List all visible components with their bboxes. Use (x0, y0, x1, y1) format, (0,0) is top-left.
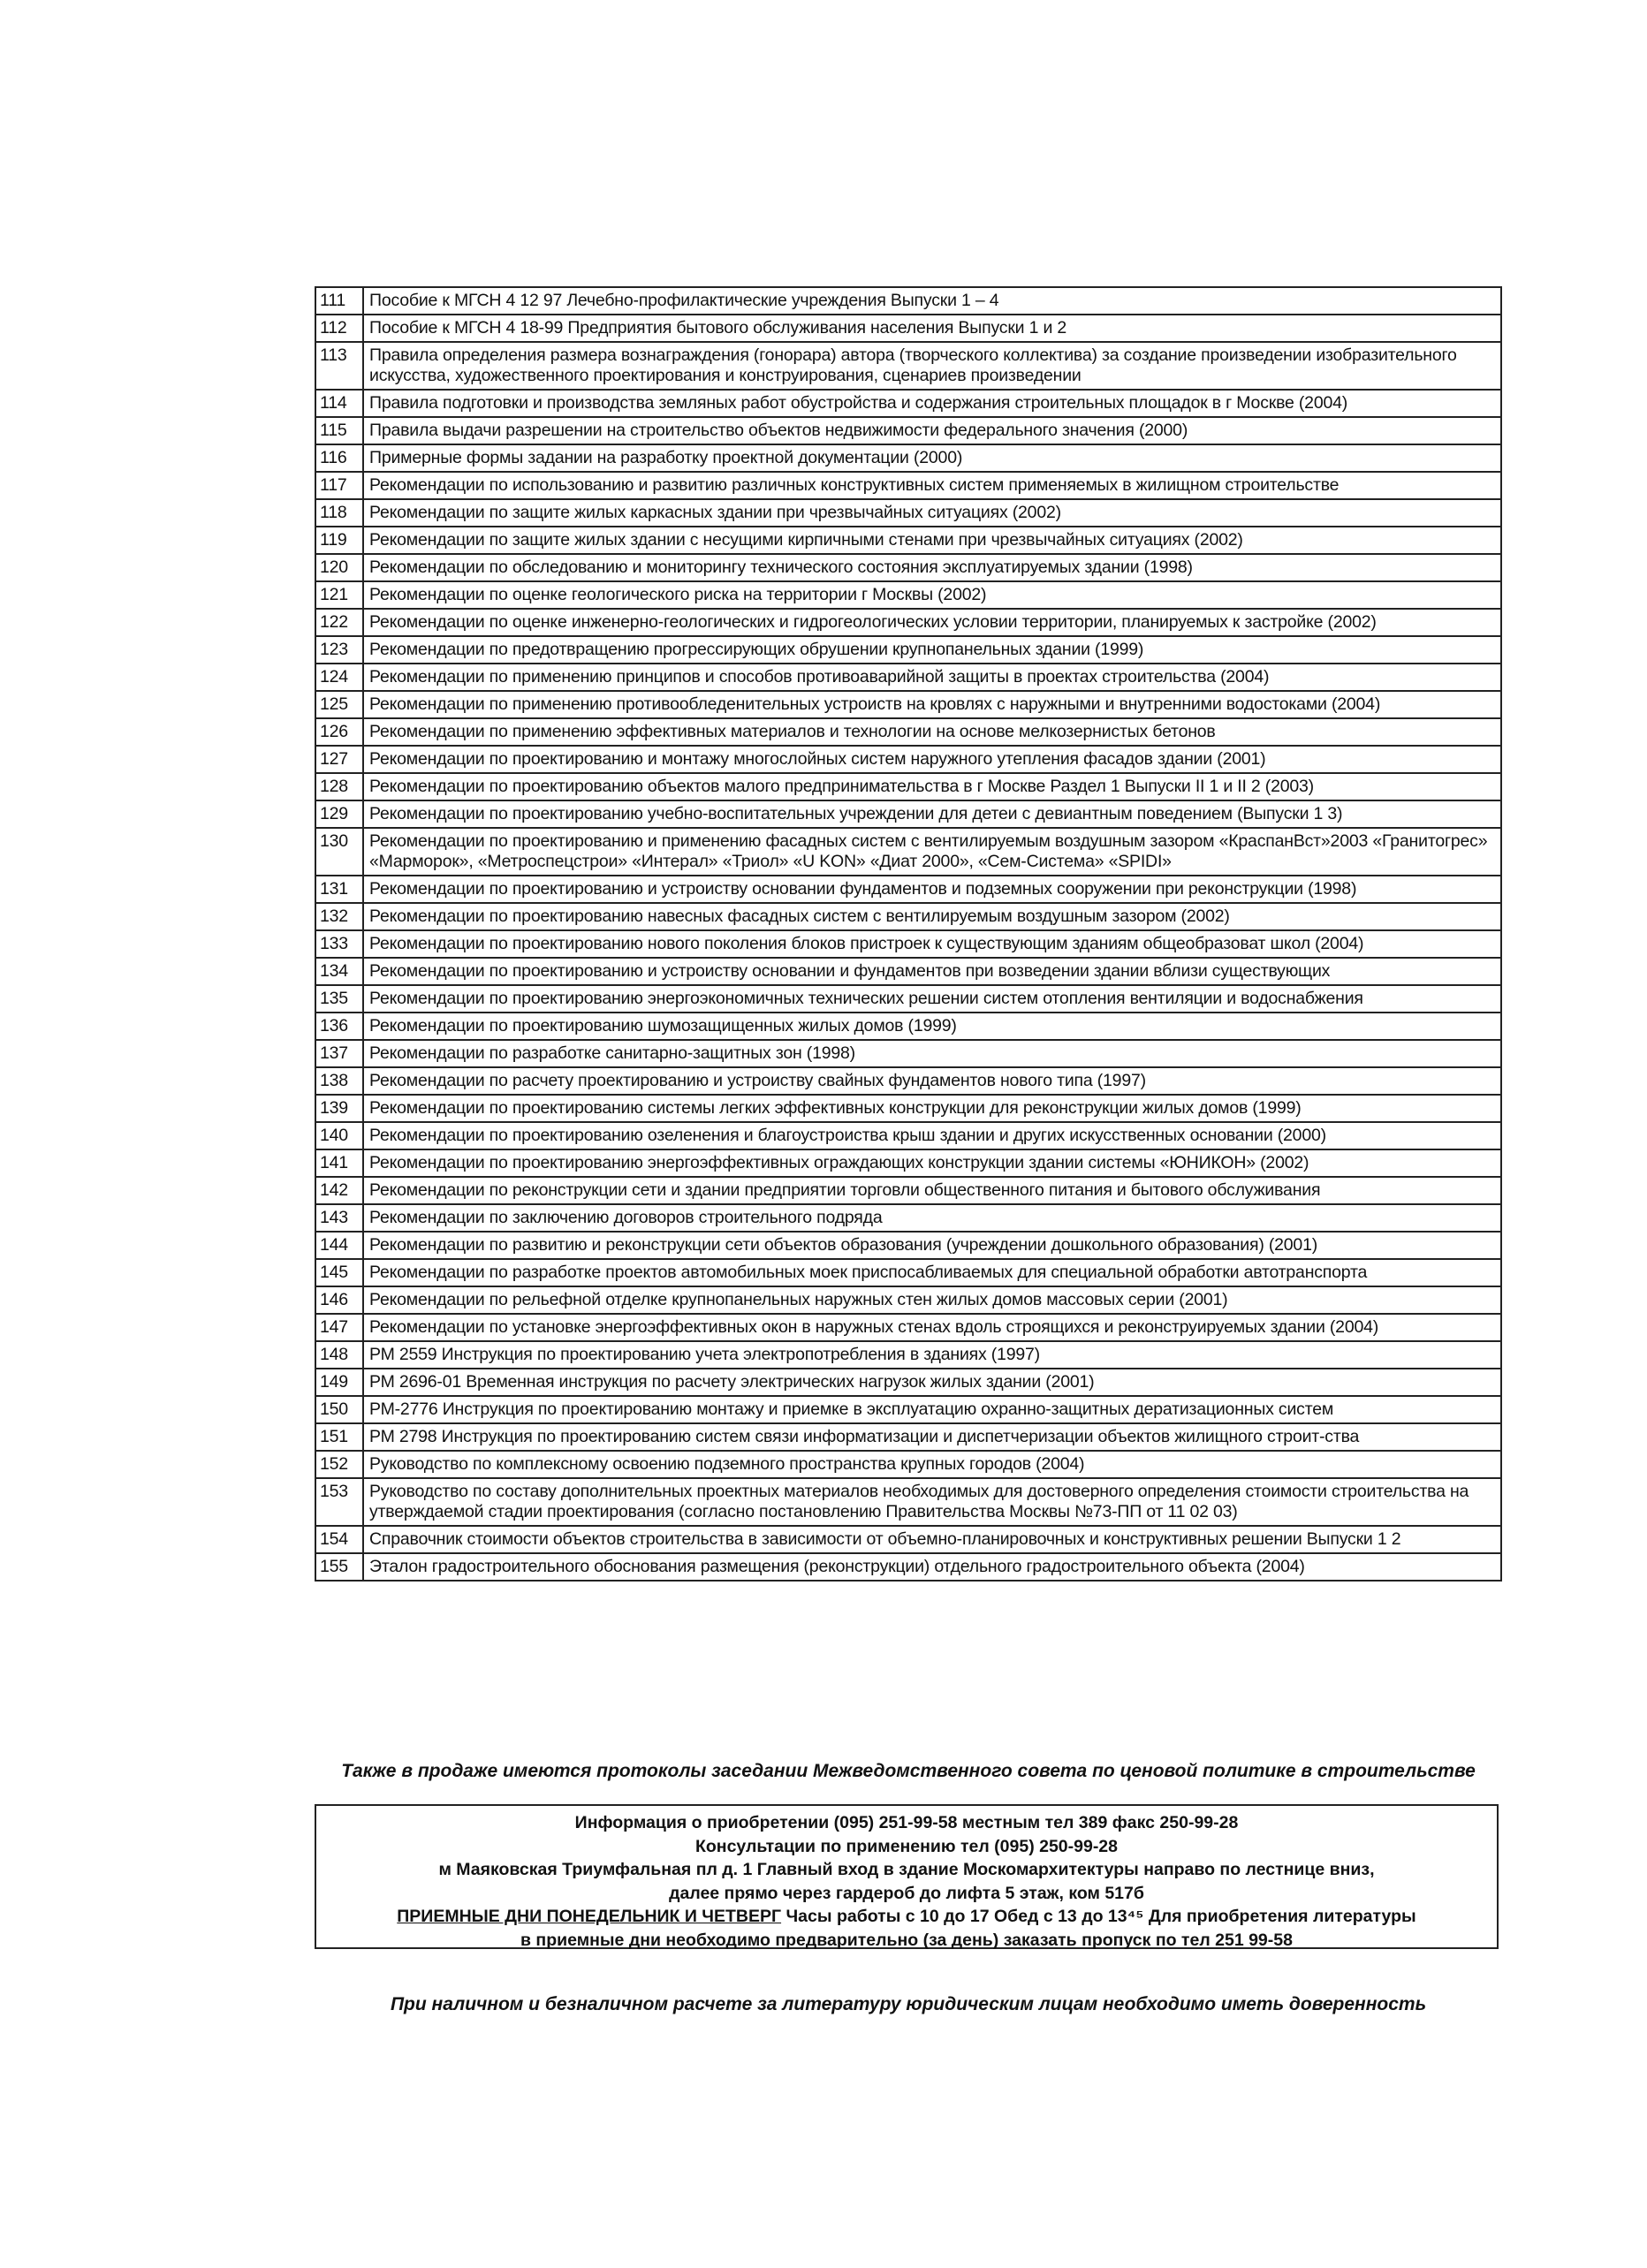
table-row (315, 1396, 1501, 1423)
item-number: 125 (315, 691, 363, 718)
item-title: РМ 2559 Инструкция по проектированию учета электропотребления в зданиях (1997) (363, 1341, 1501, 1369)
info-pass-line: в приемные дни необходимо предварительно (за день) заказать пропуск по тел 251 99-58 (520, 1930, 1293, 1950)
table-row (315, 1013, 1501, 1040)
item-number: 114 (315, 390, 363, 417)
table-row (315, 417, 1501, 444)
item-title: Рекомендации по проектированию и устроиству основании фундаментов и подземных сооружении при реконструкции (1998) (363, 876, 1501, 903)
table-row (315, 342, 1501, 390)
info-hours-line (316, 1905, 1497, 1929)
item-number: 136 (315, 1013, 363, 1040)
table-row (315, 958, 1501, 985)
item-number: 117 (315, 472, 363, 499)
protocols-note: Также в продаже имеются протоколы заседании Межведомственного совета по ценовой политике в строительстве (341, 1761, 1476, 1781)
item-title: Пособие к МГСН 4 12 97 Лечебно-профилактические учреждения Выпуски 1 – 4 (363, 287, 1501, 315)
item-title: Рекомендации по проектированию объектов малого предпринимательства в г Москве Раздел 1 Выпуски II 1 и II 2 (2003) (363, 773, 1501, 800)
table-row (315, 746, 1501, 773)
item-title: Рекомендации по разработке проектов автомобильных моек приспосабливаемых для специальной обработки автотранспорта (363, 1259, 1501, 1286)
item-number: 123 (315, 636, 363, 664)
table-row (315, 1286, 1501, 1314)
item-title: Рекомендации по защите жилых здании с несущими кирпичными стенами при чрезвычайных ситуациях (2002) (363, 527, 1501, 554)
item-title: Эталон градостроительного обоснования размещения (реконструкции) отдельного градостроительного объекта (2004) (363, 1553, 1501, 1581)
item-title: РМ-2776 Инструкция по проектированию монтажу и приемке в эксплуатацию охранно-защитных дератизационных систем (363, 1396, 1501, 1423)
item-title: Рекомендации по проектированию системы легких эффективных конструкции для реконструкции жилых домов (1999) (363, 1095, 1501, 1122)
table-row (315, 1204, 1501, 1232)
purchase-info-box (315, 1804, 1499, 1949)
item-number: 126 (315, 718, 363, 746)
item-title: Рекомендации по расчету проектированию и устроиству свайных фундаментов нового типа (1997) (363, 1067, 1501, 1095)
item-title: Рекомендации по проектированию энергоэффективных ограждающих конструкции здании системы «ЮНИКОН» (2002) (363, 1149, 1501, 1177)
info-address-line: м Маяковская Триумфальная пл д. 1 Главный вход в здание Москомархитектуры направо по лестнице вниз, (438, 1860, 1375, 1879)
item-title: Рекомендации по применению принципов и способов противоаварийной защиты в проектах строительства (2004) (363, 664, 1501, 691)
item-title: Рекомендации по проектированию энергоэкономичных технических решении систем отопления вентиляции и водоснабжения (363, 985, 1501, 1013)
item-title: Справочник стоимости объектов строительства в зависимости от объемно-планировочных и конструктивных решении Выпуски 1 2 (363, 1526, 1501, 1553)
item-title: Рекомендации по применению противообледенительных устроиств на кровлях с наружными и внутренними водостоками (2004) (363, 691, 1501, 718)
item-number: 113 (315, 342, 363, 390)
item-title: Рекомендации по предотвращению прогрессирующих обрушении крупнопанельных здании (1999) (363, 636, 1501, 664)
reception-days: ПРИЕМНЫЕ ДНИ ПОНЕДЕЛЬНИК И ЧЕТВЕРГ (397, 1907, 782, 1926)
item-title: Правила определения размера вознаграждения (гонорара) автора (творческого коллектива) за создание произведении изобразительного искусства, художественного проектирования и конструирования, сценариев произведении (363, 342, 1501, 390)
item-title: Рекомендации по рельефной отделке крупнопанельных наружных стен жилых домов массовых серии (2001) (363, 1286, 1501, 1314)
table-row (315, 609, 1501, 636)
table-row (315, 444, 1501, 472)
info-directions-line: далее прямо через гардероб до лифта 5 этаж, ком 517б (669, 1883, 1144, 1903)
item-number: 124 (315, 664, 363, 691)
item-number: 131 (315, 876, 363, 903)
item-title: Рекомендации по проектированию шумозащищенных жилых домов (1999) (363, 1013, 1501, 1040)
item-title: РМ 2798 Инструкция по проектированию систем связи информатизации и диспетчеризации объектов жилищного строит-ства (363, 1423, 1501, 1451)
item-number: 135 (315, 985, 363, 1013)
table-row (315, 1149, 1501, 1177)
table-row (315, 1259, 1501, 1286)
item-number: 141 (315, 1149, 363, 1177)
table-row (315, 581, 1501, 609)
item-number: 145 (315, 1259, 363, 1286)
item-title: Рекомендации по проектированию и устроиству основании и фундаментов при возведении здании вблизи существующих (363, 958, 1501, 985)
table-row (315, 636, 1501, 664)
item-number: 144 (315, 1232, 363, 1259)
item-number: 154 (315, 1526, 363, 1553)
item-number: 132 (315, 903, 363, 930)
item-number: 134 (315, 958, 363, 985)
table-row (315, 718, 1501, 746)
table-row (315, 1553, 1501, 1581)
item-title: Рекомендации по защите жилых каркасных здании при чрезвычайных ситуациях (2002) (363, 499, 1501, 527)
table-row (315, 930, 1501, 958)
info-phone-line: Информация о приобретении (095) 251-99-58 местным тел 389 факс 250-99-28 (574, 1813, 1239, 1832)
item-title: Рекомендации по разработке санитарно-защитных зон (1998) (363, 1040, 1501, 1067)
table-row (315, 1122, 1501, 1149)
table-row (315, 1451, 1501, 1478)
item-number: 111 (315, 287, 363, 315)
item-title: Рекомендации по проектированию и применению фасадных систем с вентилируемым воздушным зазором «КраспанВст»2003 «Гранитогрес» «Марморок», «Метроспецстрои» «Интерал» «Триол» «U KON» «Диат 2000», «Сем-Система» «SPIDI» (363, 828, 1501, 876)
table-row (315, 800, 1501, 828)
table-row (315, 1067, 1501, 1095)
publications-table (315, 286, 1502, 1582)
item-number: 116 (315, 444, 363, 472)
item-number: 155 (315, 1553, 363, 1581)
table-row (315, 1177, 1501, 1204)
table-row (315, 527, 1501, 554)
table-row (315, 664, 1501, 691)
item-number: 147 (315, 1314, 363, 1341)
table-row (315, 1095, 1501, 1122)
item-title: Пособие к МГСН 4 18-99 Предприятия бытового обслуживания населения Выпуски 1 и 2 (363, 315, 1501, 342)
item-title: Рекомендации по применению эффективных материалов и технологии на основе мелкозернистых бетонов (363, 718, 1501, 746)
payment-footer-note: При наличном и безналичном расчете за литературу юридическим лицам необходимо иметь доверенность (390, 1994, 1427, 2014)
item-number: 112 (315, 315, 363, 342)
item-number: 118 (315, 499, 363, 527)
table-row (315, 554, 1501, 581)
table-row (315, 903, 1501, 930)
hours-text: Часы работы с 10 до 17 Обед с 13 до 13⁴⁵ Для приобретения литературы (781, 1907, 1416, 1926)
item-title: Рекомендации по проектированию навесных фасадных систем с вентилируемым воздушным зазором (2002) (363, 903, 1501, 930)
item-title: Рекомендации по заключению договоров строительного подряда (363, 1204, 1501, 1232)
table-row (315, 1526, 1501, 1553)
item-number: 151 (315, 1423, 363, 1451)
item-number: 143 (315, 1204, 363, 1232)
item-number: 153 (315, 1478, 363, 1526)
item-title: Рекомендации по проектированию и монтажу многослойных систем наружного утепления фасадов здании (2001) (363, 746, 1501, 773)
item-number: 128 (315, 773, 363, 800)
item-number: 115 (315, 417, 363, 444)
table-row (315, 691, 1501, 718)
item-number: 140 (315, 1122, 363, 1149)
item-title: Руководство по комплексному освоению подземного пространства крупных городов (2004) (363, 1451, 1501, 1478)
item-number: 138 (315, 1067, 363, 1095)
table-row (315, 390, 1501, 417)
item-title: Рекомендации по проектированию озеленения и благоустроиства крыш здании и других искусственных основании (2000) (363, 1122, 1501, 1149)
item-title: РМ 2696-01 Временная инструкция по расчету электрических нагрузок жилых здании (2001) (363, 1369, 1501, 1396)
item-number: 120 (315, 554, 363, 581)
table-row (315, 499, 1501, 527)
item-title: Рекомендации по реконструкции сети и здании предприятии торговли общественного питания и бытового обслуживания (363, 1177, 1501, 1204)
item-title: Рекомендации по установке энергоэффективных окон в наружных стенах вдоль строящихся и реконструируемых здании (2004) (363, 1314, 1501, 1341)
table-row (315, 985, 1501, 1013)
item-title: Примерные формы задании на разработку проектной документации (2000) (363, 444, 1501, 472)
table-row (315, 1040, 1501, 1067)
table-row (315, 315, 1501, 342)
item-number: 119 (315, 527, 363, 554)
item-title: Рекомендации по использованию и развитию различных конструктивных систем применяемых в жилищном строительстве (363, 472, 1501, 499)
table-row (315, 876, 1501, 903)
table-row (315, 1369, 1501, 1396)
item-number: 146 (315, 1286, 363, 1314)
item-title: Рекомендации по проектированию нового поколения блоков пристроек к существующим зданиям общеобразоват школ (2004) (363, 930, 1501, 958)
item-title: Рекомендации по проектированию учебно-воспитательных учреждении для детеи с девиантным поведением (Выпуски 1 3) (363, 800, 1501, 828)
table-row (315, 1232, 1501, 1259)
item-number: 152 (315, 1451, 363, 1478)
item-number: 148 (315, 1341, 363, 1369)
item-title: Руководство по составу дополнительных проектных материалов необходимых для достоверного определения стоимости строительства на утверждаемой стадии проектирования (согласно постановлению Правительства Москвы №73-ПП от 11 02 03) (363, 1478, 1501, 1526)
table-row (315, 1478, 1501, 1526)
item-number: 137 (315, 1040, 363, 1067)
item-number: 133 (315, 930, 363, 958)
item-number: 139 (315, 1095, 363, 1122)
table-row (315, 1341, 1501, 1369)
table-row (315, 1423, 1501, 1451)
table-row (315, 287, 1501, 315)
info-consult-line: Консультации по применению тел (095) 250-99-28 (694, 1836, 1119, 1856)
item-number: 121 (315, 581, 363, 609)
item-number: 149 (315, 1369, 363, 1396)
table-row (315, 472, 1501, 499)
item-number: 150 (315, 1396, 363, 1423)
item-number: 122 (315, 609, 363, 636)
item-number: 142 (315, 1177, 363, 1204)
item-number: 130 (315, 828, 363, 876)
item-title: Рекомендации по развитию и реконструкции сети объектов образования (учреждении дошкольного образования) (2001) (363, 1232, 1501, 1259)
table-row (315, 828, 1501, 876)
table-row (315, 1314, 1501, 1341)
item-title: Правила выдачи разрешении на строительство объектов недвижимости федерального значения (2000) (363, 417, 1501, 444)
item-title: Рекомендации по обследованию и мониторингу технического состояния эксплуатируемых здании (1998) (363, 554, 1501, 581)
item-title: Рекомендации по оценке геологического риска на территории г Москвы (2002) (363, 581, 1501, 609)
item-title: Рекомендации по оценке инженерно-геологических и гидрогеологических условии территории, планируемых к застройке (2002) (363, 609, 1501, 636)
item-number: 127 (315, 746, 363, 773)
item-title: Правила подготовки и производства земляных работ обустройства и содержания строительных площадок в г Москве (2004) (363, 390, 1501, 417)
item-number: 129 (315, 800, 363, 828)
table-row (315, 773, 1501, 800)
